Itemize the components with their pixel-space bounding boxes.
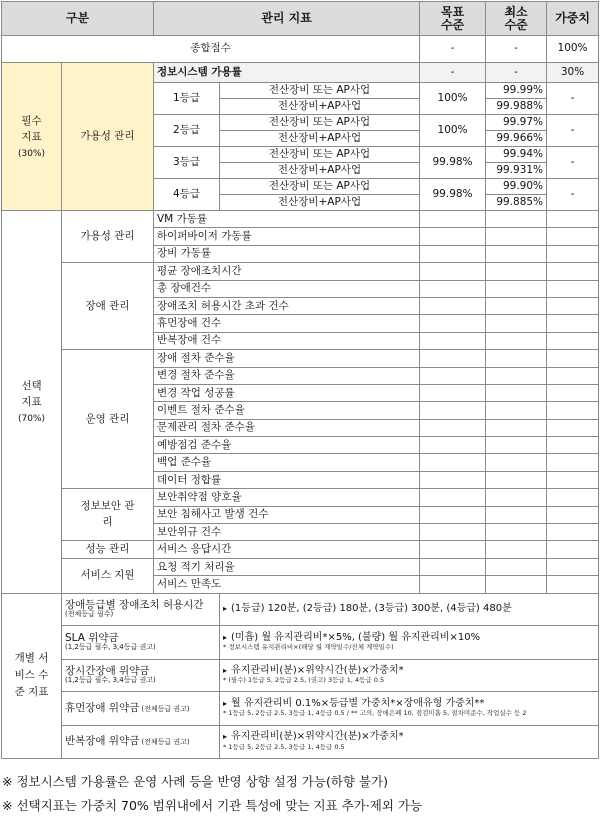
empty-cell [486, 367, 547, 384]
bullet-icon: ▸ [223, 632, 228, 642]
optional-percent: (70%) [17, 413, 46, 424]
optional-item: 서비스 응답시간 [154, 541, 420, 558]
empty-cell [547, 524, 599, 541]
optional-item: 서비스 만족도 [154, 576, 420, 593]
empty-cell [420, 541, 486, 558]
grade-item-a: 전산장비 또는 AP사업 [220, 83, 420, 99]
optional-item: 평균 장애조치시간 [154, 263, 420, 280]
grade-label: 3등급 [154, 147, 220, 179]
penalty-note: * 1등급 5, 2등급 2.5, 3등급 1, 4등급 0.5 [223, 742, 345, 751]
penalty-title: SLA 위약금 [65, 631, 119, 644]
empty-cell [486, 524, 547, 541]
empty-cell [547, 541, 599, 558]
availability-head: 정보시스템 가용률 [154, 63, 420, 83]
empty-cell [547, 489, 599, 506]
penalty-name [62, 659, 220, 691]
empty-cell [420, 437, 486, 454]
individual-label [2, 593, 62, 758]
table-row [2, 263, 599, 280]
optional-item: 보안 침해사고 발생 건수 [154, 506, 420, 523]
grade-item-b: 전산장비+AP사업 [220, 99, 420, 115]
grade-weight: - [547, 147, 599, 179]
grade-item-a: 전산장비 또는 AP사업 [220, 115, 420, 131]
header-min: 최소 수준 [486, 2, 547, 36]
empty-cell [486, 506, 547, 523]
header-weight: 가중치 [547, 2, 599, 36]
table-row [2, 725, 599, 758]
penalty-title: 장시간장애 위약금 [65, 664, 150, 677]
grade-label: 4등급 [154, 179, 220, 211]
empty-cell [420, 332, 486, 349]
penalty-scope: (1,2등급 필수, 3,4등급 권고) [65, 675, 156, 684]
empty-cell [547, 558, 599, 575]
table-row [2, 541, 599, 558]
penalty-scope: (전체등급 권고) [141, 704, 190, 713]
empty-cell [420, 211, 486, 228]
penalty-formula: 월 유지관리비 0.1%×등급별 가중치*×장애유형 가중치** [231, 697, 485, 709]
penalty-formula: 유지관리비(분)×위약시간(분)×가중치* [231, 731, 404, 743]
empty-cell [486, 419, 547, 436]
footnote-1: ※ 정보시스템 가용률은 운영 사례 등을 반영 상향 설정 가능(하향 불가) [2, 774, 388, 789]
penalty-desc [220, 725, 599, 758]
empty-cell [547, 576, 599, 593]
bullet-icon: ▸ [223, 698, 228, 708]
grade-min-a: 99.97% [486, 115, 547, 131]
optional-item: 장애 절차 준수율 [154, 350, 420, 367]
grade-target: 99.98% [420, 147, 486, 179]
optional-item: 이벤트 절차 준수율 [154, 402, 420, 419]
empty-cell [486, 263, 547, 280]
empty-cell [547, 506, 599, 523]
table-row [2, 36, 599, 63]
empty-cell [420, 402, 486, 419]
empty-cell [486, 541, 547, 558]
empty-cell [420, 576, 486, 593]
table-row [2, 350, 599, 367]
total-label: 종합점수 [2, 36, 420, 63]
penalty-title: 휴먼장애 위약금 [65, 701, 140, 714]
empty-cell [420, 350, 486, 367]
empty-cell [420, 297, 486, 314]
required-label [2, 63, 62, 211]
empty-cell [547, 454, 599, 471]
grade-label: 2등급 [154, 115, 220, 147]
optional-item: 장애조치 허용시간 초과 건수 [154, 297, 420, 314]
optional-item: 보안취약점 양호율 [154, 489, 420, 506]
empty-cell [547, 315, 599, 332]
penalty-title: 장애등급별 장애조치 허용시간 [65, 598, 204, 611]
grade-weight: - [547, 179, 599, 211]
penalty-note: * (필수) 1등급 5, 2등급 2.5, (권고) 3등급 1, 4등급 0.5 [223, 676, 385, 685]
empty-cell [486, 315, 547, 332]
optional-group-name: 성능 관리 [62, 541, 154, 558]
empty-cell [486, 297, 547, 314]
empty-cell [547, 367, 599, 384]
penalty-formula: 유지관리비(분)×위약시간(분)×가중치* [231, 664, 404, 676]
optional-group-name: 서비스 지원 [62, 558, 154, 593]
optional-group-name: 운영 관리 [62, 350, 154, 489]
empty-cell [547, 471, 599, 488]
optional-item: 휴먼장애 건수 [154, 315, 420, 332]
penalty-name [62, 725, 220, 758]
grade-label: 1등급 [154, 83, 220, 115]
penalty-scope: (1,2등급 필수, 3,4등급 권고) [65, 642, 156, 651]
empty-cell [486, 211, 547, 228]
optional-group-name: 장애 관리 [62, 263, 154, 350]
penalty-name [62, 593, 220, 625]
empty-cell [547, 228, 599, 245]
optional-item: 요청 적기 처리율 [154, 558, 420, 575]
grade-item-b: 전산장비+AP사업 [220, 131, 420, 147]
grade-target: 100% [420, 83, 486, 115]
empty-cell [420, 367, 486, 384]
grade-min-b: 99.966% [486, 131, 547, 147]
empty-cell [547, 211, 599, 228]
optional-item: 장비 가동률 [154, 245, 420, 262]
header-indicator: 관리 지표 [154, 2, 420, 36]
penalty-note: * 정보시스템 유지관리비×(해당 월 계약일수/전체 계약일수) [223, 643, 394, 652]
empty-cell [486, 245, 547, 262]
empty-cell [420, 263, 486, 280]
individual-label-text: 개별 서비스 수준 지표 [14, 652, 49, 698]
grade-min-b: 99.885% [486, 195, 547, 211]
required-sub: 가용성 관리 [62, 63, 154, 211]
footnote-2: ※ 선택지표는 가중치 70% 범위내에서 기관 특성에 맞는 지표 추가·제외 가능 [2, 798, 423, 813]
grade-item-a: 전산장비 또는 AP사업 [220, 147, 420, 163]
table-row [2, 691, 599, 725]
empty-cell [547, 297, 599, 314]
empty-cell [420, 454, 486, 471]
optional-item: 보안위규 건수 [154, 524, 420, 541]
table-row [2, 489, 599, 506]
table-row [2, 593, 599, 625]
grade-item-b: 전산장비+AP사업 [220, 195, 420, 211]
total-weight: 100% [547, 36, 599, 63]
bullet-icon: ▸ [223, 665, 228, 675]
optional-item: 문제관리 절차 준수율 [154, 419, 420, 436]
penalty-title: 반복장애 위약금 [65, 735, 140, 748]
optional-item: 백업 준수율 [154, 454, 420, 471]
grade-target: 99.98% [420, 179, 486, 211]
optional-item: VM 가동률 [154, 211, 420, 228]
optional-item: 데이터 정합률 [154, 471, 420, 488]
empty-cell [420, 384, 486, 401]
penalty-formula: (미흡) 월 유지관리비*×5%, (불량) 월 유지관리비×10% [231, 631, 481, 643]
availability-target: - [420, 63, 486, 83]
table-row [2, 63, 599, 83]
availability-weight: 30% [547, 63, 599, 83]
header-category: 구분 [2, 2, 154, 36]
required-label-text: 필수 지표 [21, 115, 42, 143]
grade-min-b: 99.931% [486, 163, 547, 179]
required-percent: (30%) [17, 148, 46, 159]
optional-label-text: 선택 지표 [21, 380, 42, 409]
table-row [2, 625, 599, 659]
grade-item-a: 전산장비 또는 AP사업 [220, 179, 420, 195]
optional-item: 하이퍼바이저 가동률 [154, 228, 420, 245]
empty-cell [486, 489, 547, 506]
empty-cell [486, 350, 547, 367]
penalty-formula: (1등급) 120분, (2등급) 180분, (3등급) 300분, (4등급) 480분 [231, 602, 512, 614]
grade-target: 100% [420, 115, 486, 147]
empty-cell [486, 332, 547, 349]
optional-label [2, 211, 62, 594]
grade-item-b: 전산장비+AP사업 [220, 163, 420, 179]
grade-weight: - [547, 115, 599, 147]
penalty-desc [220, 691, 599, 725]
empty-cell [420, 315, 486, 332]
empty-cell [420, 506, 486, 523]
optional-group-name: 가용성 관리 [62, 211, 154, 263]
penalty-desc [220, 625, 599, 659]
grade-min-b: 99.988% [486, 99, 547, 115]
kpi-table [1, 1, 599, 759]
table-row [2, 659, 599, 691]
optional-item: 예방점검 준수율 [154, 437, 420, 454]
grade-min-a: 99.99% [486, 83, 547, 99]
grade-min-a: 99.94% [486, 147, 547, 163]
empty-cell [486, 280, 547, 297]
empty-cell [547, 332, 599, 349]
bullet-icon: ▸ [223, 603, 228, 613]
empty-cell [547, 350, 599, 367]
table-row [2, 558, 599, 575]
empty-cell [486, 437, 547, 454]
empty-cell [486, 558, 547, 575]
penalty-note: * 1등급 5, 2등급 2.5, 3등급 1, 4등급 0.5 / ** 고의, 장애은폐 10, 점검미흡 5, 절차미준수, 작업실수 등 2 [223, 709, 527, 718]
empty-cell [547, 402, 599, 419]
empty-cell [486, 402, 547, 419]
penalty-scope: (전체등급 필수) [65, 609, 114, 618]
empty-cell [547, 419, 599, 436]
empty-cell [486, 576, 547, 593]
optional-item: 반복장애 건수 [154, 332, 420, 349]
empty-cell [547, 280, 599, 297]
empty-cell [420, 419, 486, 436]
optional-item: 변경 절차 준수율 [154, 367, 420, 384]
grade-weight: - [547, 83, 599, 115]
empty-cell [486, 454, 547, 471]
empty-cell [547, 245, 599, 262]
optional-item: 변경 작업 성공률 [154, 384, 420, 401]
total-min: - [486, 36, 547, 63]
penalty-desc [220, 593, 599, 625]
table-row [2, 211, 599, 228]
empty-cell [547, 384, 599, 401]
penalty-desc [220, 659, 599, 691]
empty-cell [547, 437, 599, 454]
table-row [2, 2, 599, 36]
grade-min-a: 99.90% [486, 179, 547, 195]
penalty-name [62, 691, 220, 725]
empty-cell [486, 471, 547, 488]
empty-cell [547, 263, 599, 280]
empty-cell [420, 245, 486, 262]
empty-cell [420, 228, 486, 245]
empty-cell [420, 280, 486, 297]
optional-group-name: 정보보안 관리 [62, 489, 154, 541]
empty-cell [420, 524, 486, 541]
bullet-icon: ▸ [223, 732, 228, 742]
empty-cell [420, 558, 486, 575]
empty-cell [420, 471, 486, 488]
empty-cell [486, 228, 547, 245]
empty-cell [420, 489, 486, 506]
availability-min: - [486, 63, 547, 83]
header-target: 목표 수준 [420, 2, 486, 36]
penalty-scope: (전체등급 권고) [141, 738, 190, 747]
penalty-name [62, 625, 220, 659]
empty-cell [486, 384, 547, 401]
optional-item: 총 장애건수 [154, 280, 420, 297]
total-target: - [420, 36, 486, 63]
